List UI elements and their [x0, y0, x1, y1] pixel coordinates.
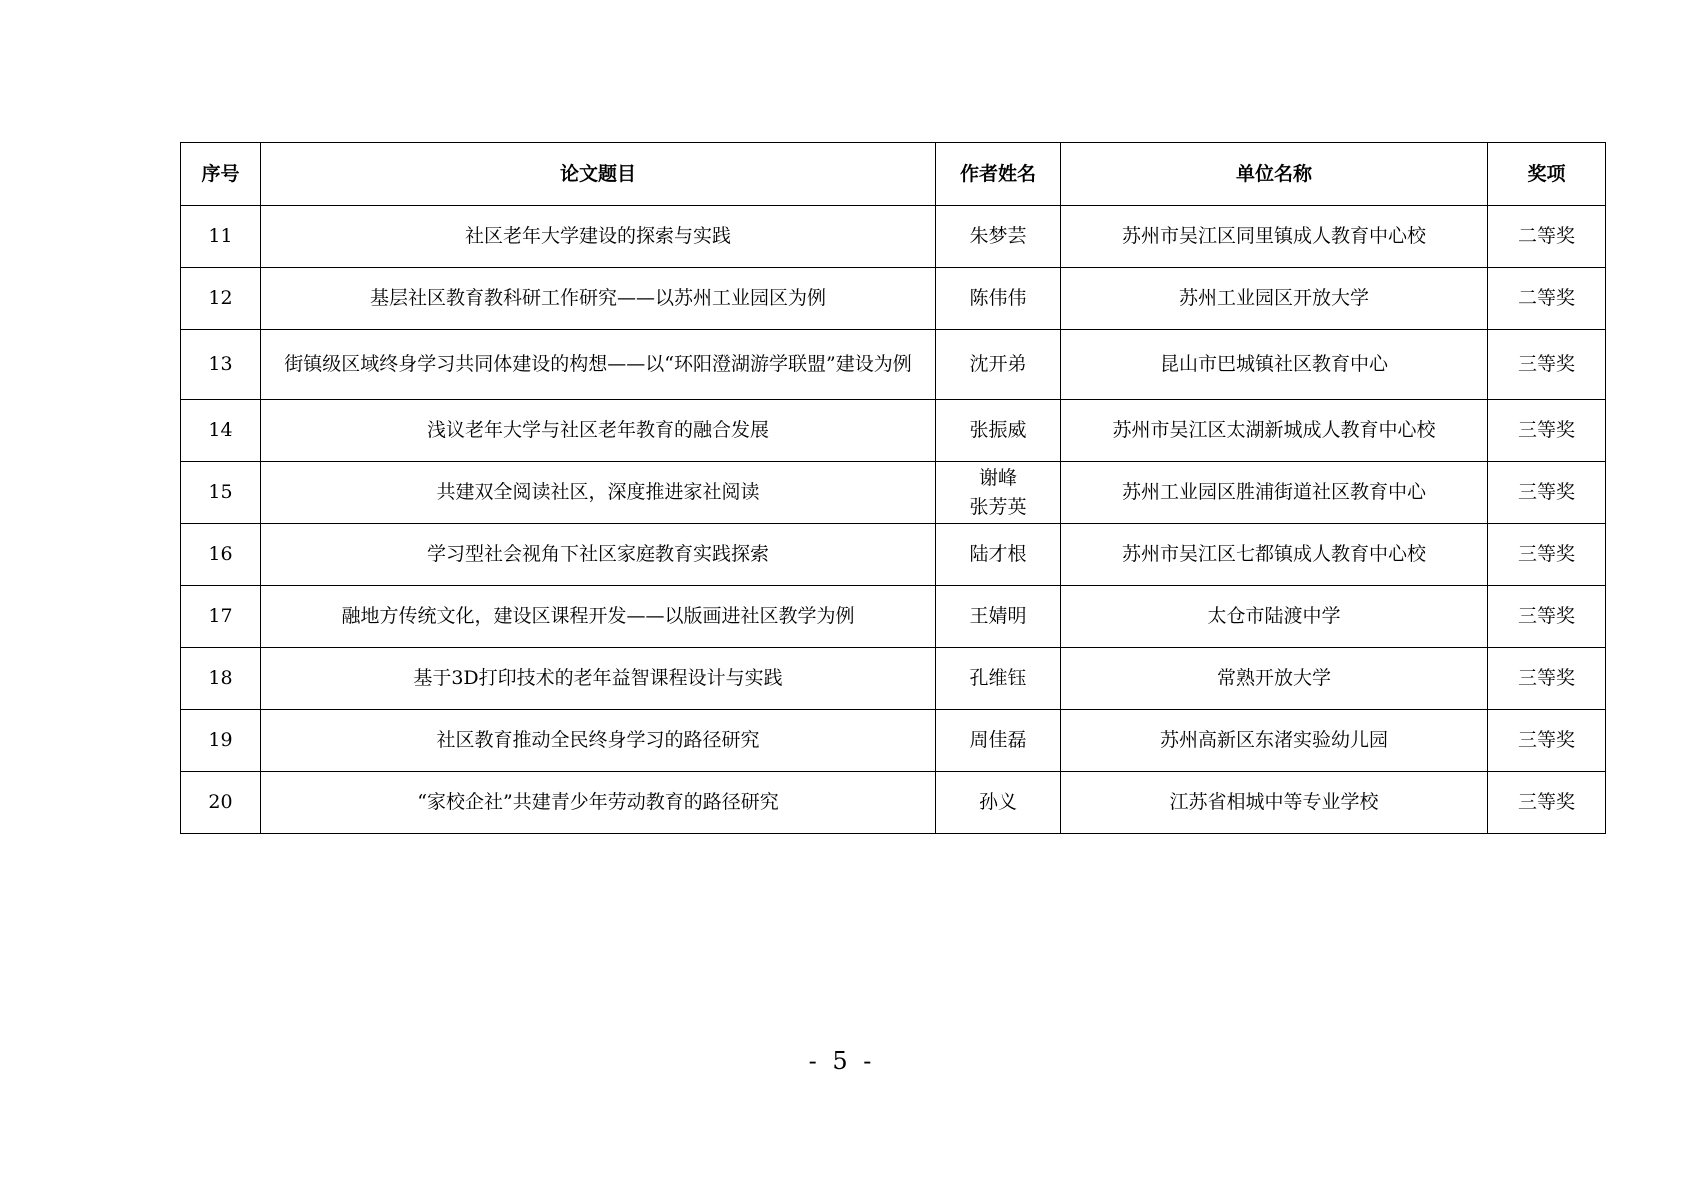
table-row	[181, 648, 1606, 710]
page-number: - 5 -	[808, 1047, 876, 1075]
cell-unit: 苏州高新区东渚实验幼儿园	[1061, 710, 1488, 772]
cell-title: “家校企社”共建青少年劳动教育的路径研究	[261, 772, 936, 834]
cell-no: 18	[181, 648, 261, 710]
cell-no: 14	[181, 400, 261, 462]
cell-unit: 苏州市吴江区同里镇成人教育中心校	[1061, 206, 1488, 268]
header-no: 序号	[181, 143, 261, 206]
cell-award: 二等奖	[1488, 268, 1606, 330]
cell-title: 基于3D打印技术的老年益智课程设计与实践	[261, 648, 936, 710]
cell-title: 学习型社会视角下社区家庭教育实践探索	[261, 524, 936, 586]
cell-no: 13	[181, 330, 261, 400]
cell-no: 12	[181, 268, 261, 330]
table-row	[181, 462, 1606, 524]
cell-award: 二等奖	[1488, 206, 1606, 268]
award-table	[180, 142, 1606, 834]
author-name: 王婧明	[969, 605, 1027, 627]
table-row	[181, 268, 1606, 330]
cell-no: 11	[181, 206, 261, 268]
cell-title: 社区教育推动全民终身学习的路径研究	[261, 710, 936, 772]
table-row	[181, 330, 1606, 400]
table-row	[181, 206, 1606, 268]
author-name: 陈伟伟	[969, 287, 1027, 309]
cell-unit: 常熟开放大学	[1061, 648, 1488, 710]
table-row	[181, 400, 1606, 462]
cell-unit: 苏州工业园区胜浦街道社区教育中心	[1061, 462, 1488, 524]
cell-author	[936, 710, 1061, 772]
cell-award: 三等奖	[1488, 648, 1606, 710]
cell-award: 三等奖	[1488, 330, 1606, 400]
cell-award: 三等奖	[1488, 524, 1606, 586]
cell-award: 三等奖	[1488, 710, 1606, 772]
cell-author	[936, 400, 1061, 462]
cell-no: 19	[181, 710, 261, 772]
cell-unit: 苏州市吴江区七都镇成人教育中心校	[1061, 524, 1488, 586]
author-name: 沈开弟	[969, 353, 1027, 375]
table-row	[181, 772, 1606, 834]
cell-award: 三等奖	[1488, 772, 1606, 834]
cell-title: 社区老年大学建设的探索与实践	[261, 206, 936, 268]
cell-title: 共建双全阅读社区，深度推进家社阅读	[261, 462, 936, 524]
author-name: 孔维钰	[969, 667, 1027, 689]
cell-award: 三等奖	[1488, 586, 1606, 648]
table-row	[181, 586, 1606, 648]
cell-title: 街镇级区域终身学习共同体建设的构想——以“环阳澄湖游学联盟”建设为例	[261, 330, 936, 400]
cell-unit: 苏州工业园区开放大学	[1061, 268, 1488, 330]
header-unit: 单位名称	[1061, 143, 1488, 206]
cell-title: 融地方传统文化，建设区课程开发——以版画进社区教学为例	[261, 586, 936, 648]
cell-author	[936, 772, 1061, 834]
author-name: 张芳英	[969, 495, 1027, 518]
header-author: 作者姓名	[936, 143, 1061, 206]
author-name: 陆才根	[969, 543, 1027, 565]
cell-no: 16	[181, 524, 261, 586]
cell-author	[936, 268, 1061, 330]
author-name: 朱梦芸	[969, 225, 1027, 247]
cell-author	[936, 206, 1061, 268]
author-name: 孙义	[978, 791, 1017, 813]
cell-unit: 江苏省相城中等专业学校	[1061, 772, 1488, 834]
cell-author	[936, 462, 1061, 524]
author-name: 谢峰	[978, 466, 1017, 489]
cell-author	[936, 586, 1061, 648]
cell-author	[936, 524, 1061, 586]
cell-author	[936, 330, 1061, 400]
author-name: 张振威	[969, 419, 1027, 441]
header-title: 论文题目	[261, 143, 936, 206]
cell-unit: 太仓市陆渡中学	[1061, 586, 1488, 648]
cell-title: 基层社区教育教科研工作研究——以苏州工业园区为例	[261, 268, 936, 330]
author-name: 周佳磊	[969, 729, 1027, 751]
cell-award: 三等奖	[1488, 400, 1606, 462]
table-row	[181, 524, 1606, 586]
cell-title: 浅议老年大学与社区老年教育的融合发展	[261, 400, 936, 462]
cell-unit: 苏州市吴江区太湖新城成人教育中心校	[1061, 400, 1488, 462]
cell-no: 20	[181, 772, 261, 834]
table-header-row	[181, 143, 1606, 206]
cell-no: 15	[181, 462, 261, 524]
cell-unit: 昆山市巴城镇社区教育中心	[1061, 330, 1488, 400]
header-award: 奖项	[1488, 143, 1606, 206]
table-row	[181, 710, 1606, 772]
cell-no: 17	[181, 586, 261, 648]
cell-author	[936, 648, 1061, 710]
cell-award: 三等奖	[1488, 462, 1606, 524]
